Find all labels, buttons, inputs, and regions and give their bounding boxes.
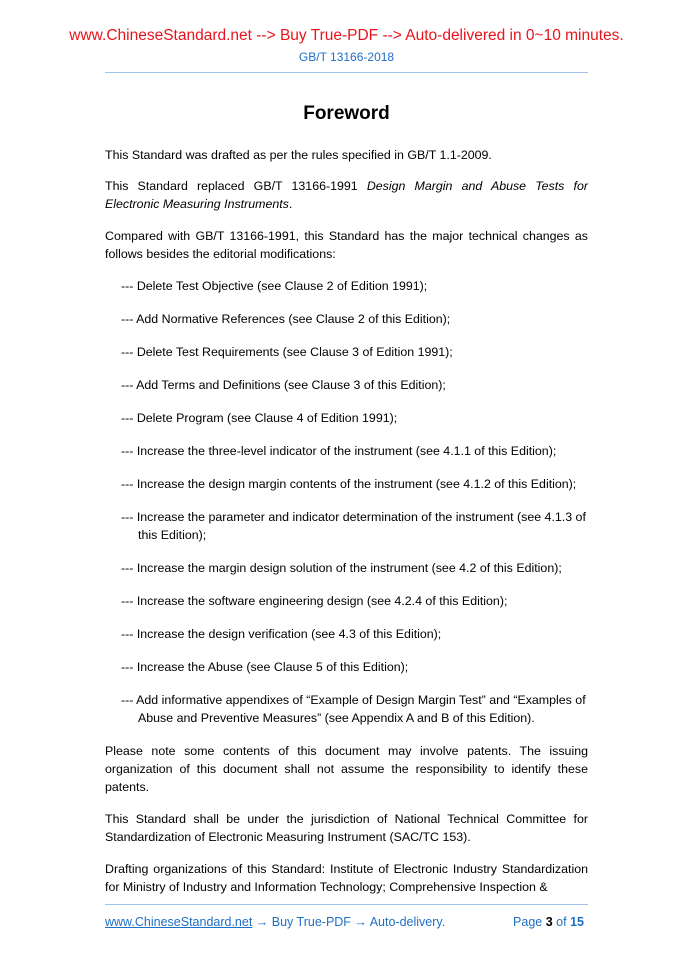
paragraph-replaced-standard bbox=[105, 177, 588, 213]
paragraph-technical-changes: Compared with GB/T 13166-1991, this Standard has the major technical changes as follows besides the editorial modifications: bbox=[105, 229, 588, 261]
footer-site-link[interactable]: www.ChineseStandard.net bbox=[105, 915, 253, 929]
replaced-suffix: . bbox=[288, 197, 293, 211]
replaced-prefix: This Standard replaced GB/T 13166-1991 bbox=[105, 179, 367, 193]
page-label: Page bbox=[513, 915, 543, 929]
footer-promo bbox=[105, 915, 445, 929]
list-item: --- Increase the three-level indicator of the instrument (see 4.1.1 of this Edition); bbox=[121, 444, 557, 458]
list-item: --- Increase the design verification (see 4.3 of this Edition); bbox=[121, 627, 442, 641]
paragraph-drafting-rules: This Standard was drafted as per the rules specified in GB/T 1.1-2009. bbox=[105, 148, 492, 162]
top-banner[interactable]: www.ChineseStandard.net --> Buy True-PDF --> Auto-delivered in 0~10 minutes. bbox=[69, 27, 624, 44]
list-item: --- Increase the software engineering design (see 4.2.4 of this Edition); bbox=[121, 594, 508, 608]
list-item: --- Delete Program (see Clause 4 of Edition 1991); bbox=[121, 411, 398, 425]
standard-code: GB/T 13166-2018 bbox=[298, 50, 395, 64]
footer-divider bbox=[105, 904, 588, 905]
changes-list bbox=[105, 277, 588, 727]
footer-promo-text: → Buy True-PDF → Auto-delivery. bbox=[252, 915, 446, 929]
list-item: --- Delete Test Requirements (see Clause 3 of Edition 1991); bbox=[121, 345, 453, 359]
page-total: 15 bbox=[570, 915, 584, 929]
header-divider bbox=[105, 72, 588, 73]
paragraph-drafting-organizations: Drafting organizations of this Standard: Institute of Electronic Industry Standardization for Ministry of Industry and Information Technology; Comprehensive Inspection & bbox=[105, 862, 588, 894]
replaced-standard-title: Design Margin and Abuse Tests for Electronic Measuring Instruments bbox=[105, 179, 588, 211]
paragraph-jurisdiction: This Standard shall be under the jurisdiction of National Technical Committee for Standardization of Electronic Measuring Instrument (SAC/TC 153). bbox=[105, 812, 588, 844]
page-number: 3 bbox=[545, 915, 553, 929]
list-item: --- Increase the design margin contents of the instrument (see 4.1.2 of this Edition); bbox=[121, 477, 577, 491]
foreword-body bbox=[105, 146, 588, 910]
list-item: --- Add Terms and Definitions (see Clause 3 of this Edition); bbox=[121, 378, 446, 392]
list-item: --- Increase the parameter and indicator determination of the instrument (see 4.1.3 of this Edition); bbox=[121, 510, 586, 542]
list-item: --- Increase the Abuse (see Clause 5 of this Edition); bbox=[121, 660, 409, 674]
list-item: --- Increase the margin design solution of the instrument (see 4.2 of this Edition); bbox=[121, 561, 562, 575]
of-label: of bbox=[556, 915, 567, 929]
page-counter bbox=[513, 915, 584, 929]
paragraph-patents: Please note some contents of this document may involve patents. The issuing organization of this document shall not assume the responsibility to identify these patents. bbox=[105, 744, 588, 794]
page-title: Foreword bbox=[303, 103, 390, 124]
list-item: --- Add informative appendixes of “Example of Design Margin Test” and “Examples of Abuse and Preventive Measures” (see Appendix A and B of this Edition). bbox=[121, 693, 586, 725]
list-item: --- Add Normative References (see Clause 2 of this Edition); bbox=[121, 312, 451, 326]
list-item: --- Delete Test Objective (see Clause 2 of Edition 1991); bbox=[121, 279, 428, 293]
